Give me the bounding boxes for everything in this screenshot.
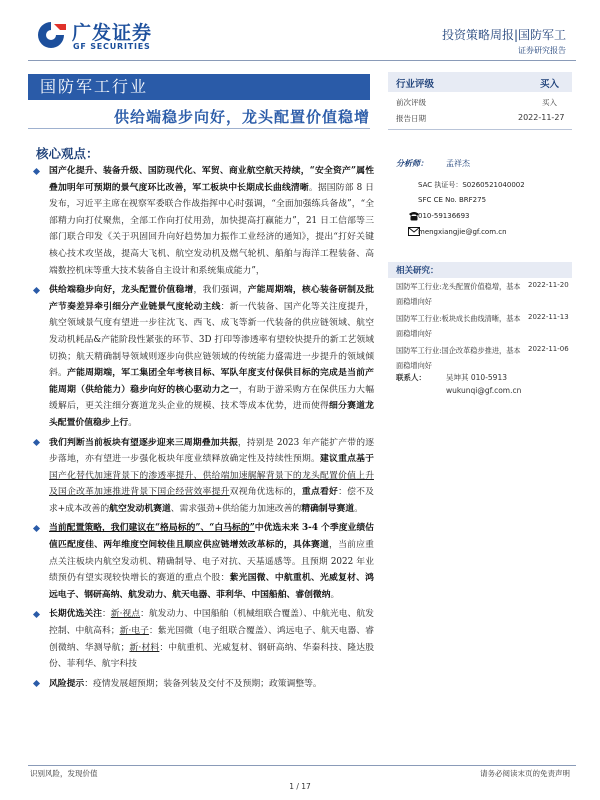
logo-cn: 广发证券 (72, 22, 153, 44)
diamond-bullet-icon (33, 167, 40, 174)
p3-bold-a: 建议重点基于 (320, 454, 374, 465)
p2-text-a: ，我们强调， (193, 285, 248, 296)
diamond-bullet-icon (33, 611, 40, 618)
p3-text-e: 。 (354, 503, 363, 514)
p3-text-a: ，持别是 2023 年产能扩产带的逐步落地，亦有望进一步强化板块年度业绩释放确定性及持续性预期。 (49, 437, 374, 465)
diamond-bullet-icon (33, 680, 40, 687)
p4-lead: 当前配置策略，我们建议在“格局标的”、“白马标的” (49, 523, 255, 534)
company-logo (34, 18, 194, 54)
contact-email[interactable]: wukunqi@gf.com.cn (446, 386, 522, 395)
p5-cat-2: 新·电子 (119, 626, 149, 637)
report-type: 投资策略周报|国防军工 (441, 28, 566, 42)
paragraph-5 (28, 606, 374, 672)
p2-bold-c: 细分赛道龙头配置价值稳步上行 (49, 401, 374, 428)
gf-logo-icon (34, 20, 68, 50)
p1-text: 。据国防部 8 日发布，习近平主席在视察军委联合作战指挥中心时强调，“全面加强练兵备战”，“全部精力向打仗聚焦，全部工作向打仗用劲，加快提高打赢能力”，21 日工信部等三部门联合印发《关于巩固回升向好趋势加力振作工业经济的通知》，提出“打好关键核心技术攻坚战，提高大飞机、航空发动机及燃气轮机、船舶与海洋工程装备、高端数控机床等重大技术装备自主设计和系统集成能力”， (49, 182, 374, 276)
p5-list-3: ：中航重机、光威复材、钢研高纳、华秦科技、隆达股份、菲利华、航宇科技 (49, 642, 374, 670)
industry-title: 国防军工行业 (28, 74, 370, 100)
p4-bold-b: 具体赛道 (292, 540, 330, 551)
diamond-bullet-icon (33, 439, 40, 446)
p5-list-2: ：紫光国微（电子组联合覆盖）、鸿远电子、航天电器、睿创微纳、华测导航； (49, 626, 374, 653)
core-views-body (28, 163, 374, 692)
contact-name-phone: 吴坤其 010-5913 (446, 373, 507, 382)
p3-text-b: 双视角优选标的， (229, 487, 302, 498)
page-number: 1 / 17 (289, 782, 311, 791)
related-item-3-date: 2022-11-06 (528, 345, 569, 353)
rating-value: 买入 (540, 79, 560, 90)
p3-bold-b: 重点看好 (301, 487, 339, 498)
contact-label: 联系人： (396, 373, 426, 382)
p2-text-c: ，有助于游采购方在保供压力大幅缓解后，更关注细分赛道龙头企业的规模、技术等成本优势，进而使得 (49, 384, 374, 412)
logo-en: GF SECURITIES (73, 42, 151, 51)
related-item-3-title[interactable]: 国防军工行业:国企改革稳步推进，基本面稳增向好 (396, 346, 521, 370)
previous-rating-value: 买入 (542, 98, 557, 107)
diamond-bullet-icon (33, 287, 40, 294)
p2-text-b: ：新一代装备、国产化等关注度提升，航空领域景气度有望进一步往沈飞、西飞、成飞等新一代装备的供应链领域、航空发动机耗品&产能阶段性紧张的环节、3D 打印等渗透率有望较快提升的新工艺领域切换；航天精确制导领域则逐步向供应链领域的传统能力盛需进一步提升的领域倾斜。 (49, 301, 374, 379)
p3-text-d: 、需求强劲+供给能力加速改善的 (170, 503, 302, 514)
footer-slogan: 识别风险，发现价值 (30, 769, 98, 778)
report-subtitle: 证券研究报告 (518, 46, 566, 55)
p5-list-1: ：航发动力、中国船舶（机械组联合覆盖）、中航光电、航发控制、中航高科； (49, 609, 374, 637)
report-date-label: 报告日期 (396, 114, 426, 123)
risk-label: 风险提示 (49, 678, 85, 689)
p2-text-d: 。 (128, 417, 137, 428)
headline-divider (28, 128, 370, 129)
p3-underline: 国产化替代加速背景下的渗透率提升、供给端加速艉解背景下的龙头配置价值上升及国企改革加速推进背景下国企经营效率提升 (49, 470, 374, 498)
p1-lead: 国产化提升、装备升级、国防现代化、军贸、商业航空航天持续，“安全资产”属性叠加明年可预期的景气度环比改善，军工板块中长期成长曲线清晰 (49, 166, 374, 193)
related-research-title: 相关研究： (396, 266, 439, 276)
footer-divider (28, 765, 576, 766)
risk-paragraph (28, 676, 374, 693)
analyst-sac-cert: SAC 执证号：S0260521040002 (418, 181, 525, 189)
p3-lead: 我们判断当前板块有望逐步迎来三周期叠加共振 (49, 437, 238, 448)
diamond-bullet-icon (33, 525, 40, 532)
footer-disclaimer-note: 请务必阅读末页的免责声明 (480, 769, 570, 778)
report-headline: 供给端稳步向好，龙头配置价值稳增 (113, 108, 370, 126)
p4-text-a: ，当前应重点关注板块内航空发动机、精确制导、电子对抗、天基遥感等。且预期 2022 年业绩预仍有望实现较快增长的赛道的重点个股： (49, 540, 374, 584)
p3-text-c: ：偿不及求+成本改善的 (49, 487, 374, 514)
p2-bold-a: 产能周期端，核心装备研制及批产节奏差异牵引细分产业链景气度轮动主线 (49, 285, 374, 312)
analyst-sfc-number: SFC CE No. BRF275 (418, 196, 487, 204)
paragraph-4 (28, 520, 374, 603)
p3-bold-d: 精确制导赛道 (301, 503, 355, 514)
rating-divider (388, 129, 572, 130)
analyst-phone: 010-59136693 (418, 212, 470, 220)
p3-bold-c: 航空发动机赛道 (109, 503, 171, 514)
analyst-name: 孟祥杰 (446, 159, 470, 168)
risk-text: ：疫情发展超预期；装备列装及交付不及预期；政策调整等。 (84, 678, 322, 689)
paragraph-3 (28, 435, 374, 518)
related-item-1-date: 2022-11-20 (528, 281, 569, 289)
p4-stocks: 紫光国微、中航重机、光威复材、鸿远电子、钢研高纳、航发动力、航天电器、菲利华、中国船舶、睿创微纳 (49, 573, 374, 600)
rating-label: 行业评级 (396, 79, 435, 90)
p2-bold-b: 产能周期端，军工集团全年考核目标、军队年度支付保供目标的完成是当前产能周期（供给能力）稳步向好的核心驱动力之一 (49, 368, 374, 395)
p2-lead: 供给端稳步向好，龙头配置价值稳增 (49, 285, 194, 296)
analyst-label: 分析师： (396, 158, 428, 168)
related-item-2-title[interactable]: 国防军工行业:板块成长曲线清晰，基本面稳增向好 (396, 314, 521, 338)
p5-cat-3: 新·材料 (129, 642, 160, 653)
p5-lead: 长期优选关注 (49, 609, 102, 620)
p4-text-b: 。 (330, 589, 340, 600)
core-views-heading: 核心观点： (36, 146, 99, 161)
header-divider (28, 60, 576, 61)
paragraph-2 (28, 282, 374, 431)
previous-rating-label: 前次评级 (396, 98, 426, 107)
p4-bold-a: 中优选未来 3-4 个季度业绩估值匹配度佳、两年维度空间较佳且顺应供应链增效改革标的， (49, 523, 374, 551)
related-item-2-date: 2022-11-13 (528, 313, 569, 321)
p5-cat-1: 新·视点 (110, 609, 141, 620)
analyst-email[interactable]: mengxiangjie@gf.com.cn (418, 228, 507, 236)
related-item-1-title[interactable]: 国防军工行业:龙头配置价值稳增，基本面稳增向好 (396, 282, 521, 306)
paragraph-1 (28, 163, 374, 279)
p5-colon: ： (101, 609, 111, 620)
report-date-value: 2022-11-27 (518, 113, 565, 122)
